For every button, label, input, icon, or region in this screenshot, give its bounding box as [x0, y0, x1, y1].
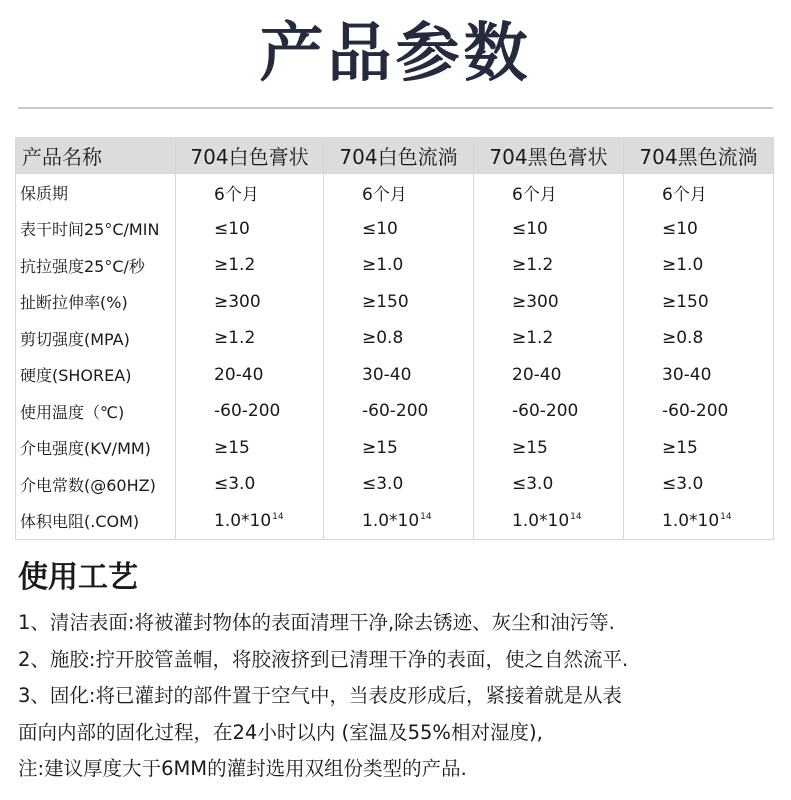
table-cell: ≥150	[324, 284, 474, 321]
table-row	[16, 357, 774, 394]
table-cell: ≤3.0	[474, 466, 624, 503]
table-cell: 6个月	[176, 174, 324, 211]
cell-value: 1.0*10	[214, 510, 272, 531]
table-cell: ≥1.0	[324, 247, 474, 284]
cell-value: 1.0*10	[362, 510, 420, 531]
table-cell: ≤10	[474, 211, 624, 248]
table-row	[16, 284, 774, 321]
exponent: 14	[720, 511, 732, 522]
table-cell: ≥15	[324, 430, 474, 467]
row-label: 使用温度（℃)	[16, 393, 176, 430]
row-label: 体积电阻(.COM)	[16, 503, 176, 540]
row-label: 介电强度(KV/MM)	[16, 430, 176, 467]
table-cell: ≥15	[474, 430, 624, 467]
table-cell: ≥1.2	[474, 247, 624, 284]
process-step-3-continued: 面向内部的固化过程，在24小时以内 (室温及55%相对湿度),	[18, 720, 543, 744]
table-row	[16, 174, 774, 211]
row-label: 介电常数(@60HZ)	[16, 466, 176, 503]
header-product-name: 产品名称	[16, 137, 176, 174]
table-cell: ≥15	[176, 430, 324, 467]
parameter-table	[15, 137, 774, 540]
table-row	[16, 211, 774, 248]
table-cell: ≥0.8	[624, 320, 774, 357]
page-title: 产品参数	[259, 17, 532, 91]
table-cell: ≤10	[324, 211, 474, 248]
table-cell: 20-40	[474, 357, 624, 394]
process-step-3: 3、固化:将已灌封的部件置于空气中，当表皮形成后，紧接着就是从表	[18, 684, 622, 707]
table-cell: ≥300	[176, 284, 324, 321]
table-row	[16, 466, 774, 503]
exponent: 14	[272, 511, 284, 522]
header-black-paste: 704黑色膏状	[474, 137, 624, 174]
table-cell: -60-200	[176, 393, 324, 430]
table-cell	[474, 503, 624, 540]
table-cell: ≥150	[624, 284, 774, 321]
process-steps	[18, 605, 778, 788]
table-header-row	[16, 137, 774, 174]
table-cell: ≤3.0	[176, 466, 324, 503]
process-step-1: 1、清洁表面:将被灌封物体的表面清理干净,除去锈迹、灰尘和油污等.	[18, 611, 615, 634]
header-white-paste: 704白色膏状	[176, 137, 324, 174]
table-cell: 6个月	[324, 174, 474, 211]
table-cell	[176, 503, 324, 540]
row-label: 扯断拉伸率(%)	[16, 284, 176, 321]
process-note: 注:建议厚度大于6MM的灌封选用双组份类型的产品.	[18, 757, 467, 780]
table-cell: 6个月	[474, 174, 624, 211]
table-cell: ≥1.2	[176, 247, 324, 284]
process-section-title: 使用工艺	[18, 560, 138, 595]
table-cell: 20-40	[176, 357, 324, 394]
table-cell: ≤10	[176, 211, 324, 248]
table-cell: ≥1.2	[474, 320, 624, 357]
table-row	[16, 430, 774, 467]
table-row	[16, 393, 774, 430]
table-cell: ≥15	[624, 430, 774, 467]
table-cell: -60-200	[324, 393, 474, 430]
table-cell: ≥0.8	[324, 320, 474, 357]
exponent: 14	[570, 511, 582, 522]
table-row	[16, 320, 774, 357]
table-cell: ≥1.0	[624, 247, 774, 284]
row-label: 保质期	[16, 174, 176, 211]
row-label: 硬度(SHOREA)	[16, 357, 176, 394]
table-cell: -60-200	[474, 393, 624, 430]
row-label: 抗拉强度25°C/秒	[16, 247, 176, 284]
table-cell: ≤10	[624, 211, 774, 248]
table-cell: 30-40	[624, 357, 774, 394]
header-white-flow: 704白色流淌	[324, 137, 474, 174]
row-label: 表干时间25°C/MIN	[16, 211, 176, 248]
table-cell: ≤3.0	[324, 466, 474, 503]
process-step-2: 2、施胶:拧开胶管盖帽，将胶液挤到已清理干净的表面，使之自然流平.	[18, 647, 629, 671]
cell-value: 1.0*10	[662, 510, 720, 531]
table-cell: 6个月	[624, 174, 774, 211]
exponent: 14	[420, 511, 432, 522]
table-cell: ≥300	[474, 284, 624, 321]
title-divider	[18, 107, 773, 109]
table-cell	[624, 503, 774, 540]
table-cell	[324, 503, 474, 540]
table-row	[16, 503, 774, 540]
header-black-flow: 704黑色流淌	[624, 137, 774, 174]
table-cell: -60-200	[624, 393, 774, 430]
table-cell: 30-40	[324, 357, 474, 394]
table-row	[16, 247, 774, 284]
table-cell: ≤3.0	[624, 466, 774, 503]
table-cell: ≥1.2	[176, 320, 324, 357]
row-label: 剪切强度(MPA)	[16, 320, 176, 357]
cell-value: 1.0*10	[512, 510, 570, 531]
